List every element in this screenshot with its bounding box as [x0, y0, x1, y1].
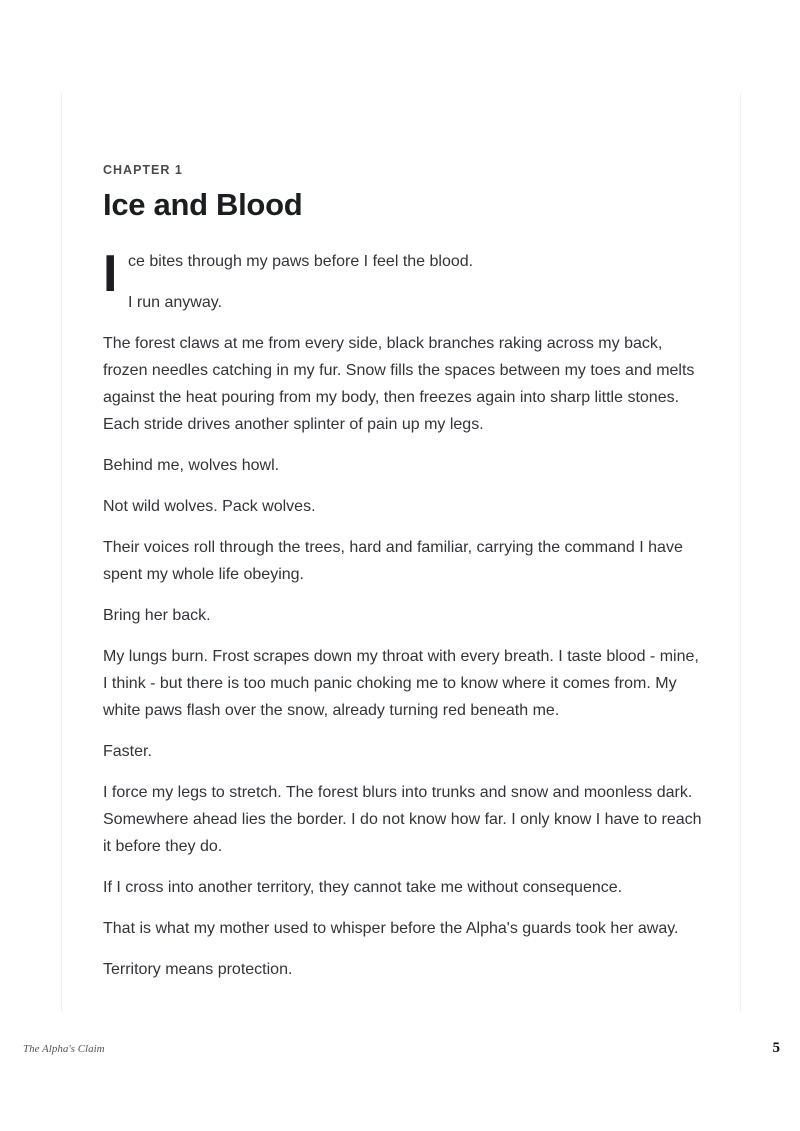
paragraph: That is what my mother used to whisper before the Alpha's guards took her away.	[103, 920, 679, 937]
paragraph: I force my legs to stretch. The forest blurs into trunks and snow and moonless dark. Somewhere ahead lies the border. I do not know how far. I only know I have to reach it before they do.	[103, 784, 702, 855]
paragraph: Faster.	[103, 743, 152, 760]
footer-book-title: The Alpha's Claim	[23, 1043, 105, 1055]
paragraph: My lungs burn. Frost scrapes down my throat with every breath. I taste blood - mine, I think - but there is too much panic choking me to know where it comes from. My white paws flash over the snow, already turning red beneath me.	[103, 648, 699, 719]
paragraph: Their voices roll through the trees, hard and familiar, carrying the command I have spent my whole life obeying.	[103, 539, 683, 583]
paragraph: The forest claws at me from every side, black branches raking across my back, frozen needles catching in my fur. Snow fills the spaces between my toes and melts against the heat pouring from my body, then freezes again into sharp little stones. Each stride drives another splinter of pain up my legs.	[103, 335, 695, 433]
opening-block	[103, 248, 703, 316]
paragraph: Bring her back.	[103, 607, 211, 624]
chapter-content	[103, 160, 703, 997]
opening-line-2: I run anyway.	[128, 294, 222, 311]
footer-page-number: 5	[772, 1040, 780, 1056]
paragraph: Behind me, wolves howl.	[103, 457, 280, 474]
chapter-title: Ice and Blood	[103, 187, 303, 222]
paragraph: If I cross into another territory, they cannot take me without consequence.	[103, 879, 623, 896]
paragraph: Not wild wolves. Pack wolves.	[103, 498, 316, 515]
paragraph: Territory means protection.	[103, 961, 293, 978]
opening-line-1: ce bites through my paws before I feel the blood.	[128, 253, 474, 270]
drop-cap: I	[103, 252, 118, 296]
chapter-label: CHAPTER 1	[103, 163, 183, 177]
